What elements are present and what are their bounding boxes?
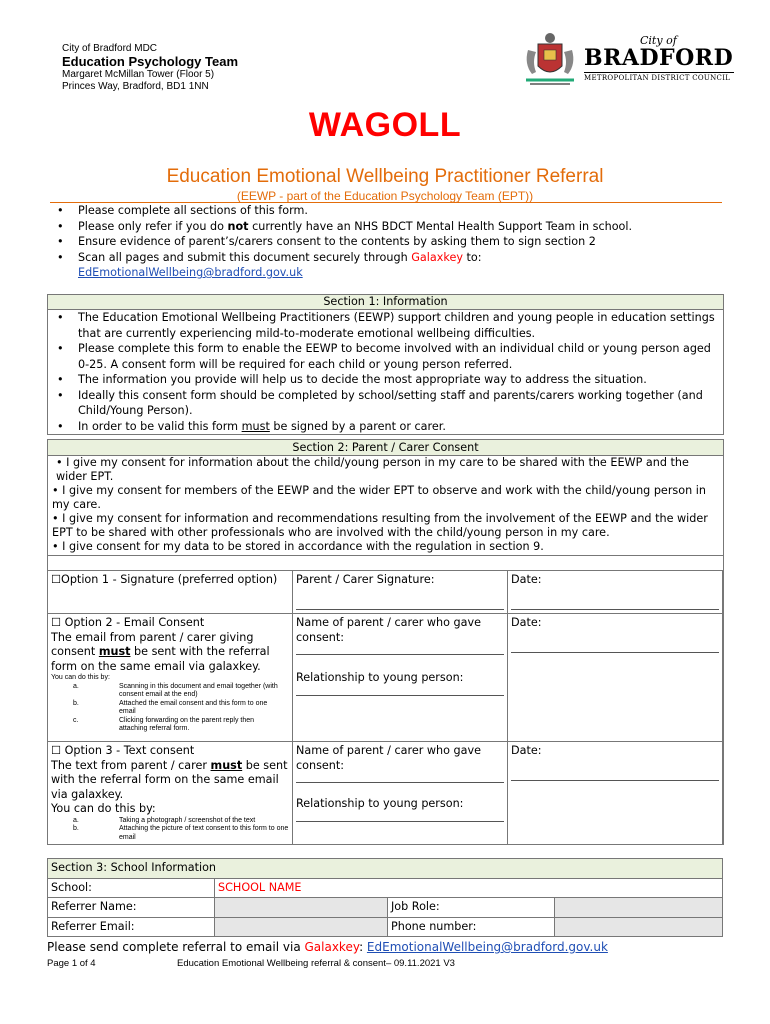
option-1-signature[interactable]: Parent / Carer Signature: [293,571,508,614]
school-name-field[interactable]: SCHOOL NAME [215,878,723,898]
footer-send-instruction: Please send complete referral to email via Galaxkey: EdEmotionalWellbeing@bradford.gov.uk [47,940,608,954]
school-label: School: [48,878,215,898]
header-org: City of Bradford MDC [62,43,158,54]
option-2-date[interactable]: Date: [508,614,723,742]
section-1-bullet: • The Education Emotional Wellbeing Practitioners (EEWP) support children and young people in education settings that are currently experiencing mild-to-moderate emotional wellbeing difficulties. [52,310,719,341]
bradford-council-logo [520,30,735,90]
consent-statement: • I give my consent for information about the child/young person in my care to be shared with the EEWP and the wider EPT. [56,456,689,483]
consent-statement: • I give my consent for members of the EEWP and the wider EPT to observe and work with the child/young person in my care. [52,484,706,511]
intro-email-link[interactable]: EdEmotionalWellbeing@bradford.gov.uk [78,266,303,279]
section-1-heading: Section 1: Information [48,295,723,310]
consent-options-table [47,570,723,845]
option-2-checkbox[interactable]: ☐ Option 2 - Email Consent [51,616,205,629]
intro-bullet: • Ensure evidence of parent’s/carers consent to the contents by asking them to sign section 2 [52,234,722,250]
coat-of-arms-icon [520,30,580,90]
option-2-cell: ☐ Option 2 - Email Consent The email from parent / carer giving consent must be sent with the referral form on the same email via galaxkey. You can do this by: a. Scanning in this document and email together (with consent email at the end) b. Attached the email consent and this form to one email c. Clicking forwarding on the parent reply then attaching referral form. [48,614,293,742]
intro-bullet: • Please complete all sections of this form. [52,203,722,219]
form-subtitle: (EEWP - part of the Education Psychology Team (EPT)) [236,189,534,203]
header-team: Education Psychology Team [62,54,239,69]
section-3-table [47,858,723,937]
option-3-cell: ☐ Option 3 - Text consent The text from parent / carer must be sent with the referral form on the same email via galaxkey. You can do this by: a. Taking a photograph / screenshot of the text b. Attaching the picture of text consent to this form to one email [48,742,293,845]
section-1-bullet: • Ideally this consent form should be completed by school/setting staff and parents/carers working together (and Child/Young Person). [52,388,719,419]
logo-council: METROPOLITAN DISTRICT COUNCIL [584,74,731,82]
job-role-field[interactable] [555,898,723,918]
page-number: Page 1 of 4 [47,958,96,969]
header-address-2: Princes Way, Bradford, BD1 1NN [62,81,209,92]
referrer-email-label: Referrer Email: [48,917,215,937]
form-title: Education Emotional Wellbeing Practitioner Referral [166,166,604,187]
option-3-name-cell[interactable]: Name of parent / carer who gave consent: Relationship to young person: [293,742,508,845]
wagoll-heading: WAGOLL [308,106,462,144]
section-1-bullet: • In order to be valid this form must be signed by a parent or carer. [52,419,719,435]
section-1-box [47,294,724,435]
section-3-heading: Section 3: School Information [48,859,723,879]
document-version: Education Emotional Wellbeing referral & consent– 09.11.2021 V3 [177,958,455,969]
footer-email-link[interactable]: EdEmotionalWellbeing@bradford.gov.uk [366,940,608,954]
consent-statement: • I give consent for my data to be stored in accordance with the regulation in section 9. [52,540,544,553]
option-3-date[interactable]: Date: [508,742,723,845]
section-1-bullet: • The information you provide will help us to decide the most appropriate way to address the situation. [52,372,719,388]
intro-bullet: • Scan all pages and submit this document securely through Galaxkey to: EdEmotionalWellbeing@bradford.gov.uk [52,250,722,281]
section-2-heading: Section 2: Parent / Carer Consent [48,440,723,456]
option-3-checkbox[interactable]: ☐ Option 3 - Text consent [51,744,195,757]
phone-label: Phone number: [388,917,555,937]
option-1-date[interactable]: Date: [508,571,723,614]
referrer-email-field[interactable] [215,917,388,937]
referrer-name-field[interactable] [215,898,388,918]
logo-city-of: City of [640,34,677,47]
phone-field[interactable] [555,917,723,937]
referrer-name-label: Referrer Name: [48,898,215,918]
consent-statement: • I give my consent for information and recommendations resulting from the involvement of the EEWP and the wider EPT to be shared with other professionals who are involved with the child/young person in my care. [52,512,708,539]
header-address-1: Margaret McMillan Tower (Floor 5) [62,69,215,80]
section-2-box [47,439,724,845]
option-2-name-cell[interactable]: Name of parent / carer who gave consent: Relationship to young person: [293,614,508,742]
logo-bradford: BRADFORD [584,45,734,71]
job-role-label: Job Role: [388,898,555,918]
intro-bullet: • Please only refer if you do not currently have an NHS BDCT Mental Health Support Team in school. [52,219,722,235]
section-1-bullet: • Please complete this form to enable the EEWP to become involved with an individual child or young person aged 0-25. A consent form will be required for each child or young person referred. [52,341,719,372]
intro-list [52,203,722,281]
option-1-checkbox[interactable]: ☐Option 1 - Signature (preferred option) [48,571,293,614]
